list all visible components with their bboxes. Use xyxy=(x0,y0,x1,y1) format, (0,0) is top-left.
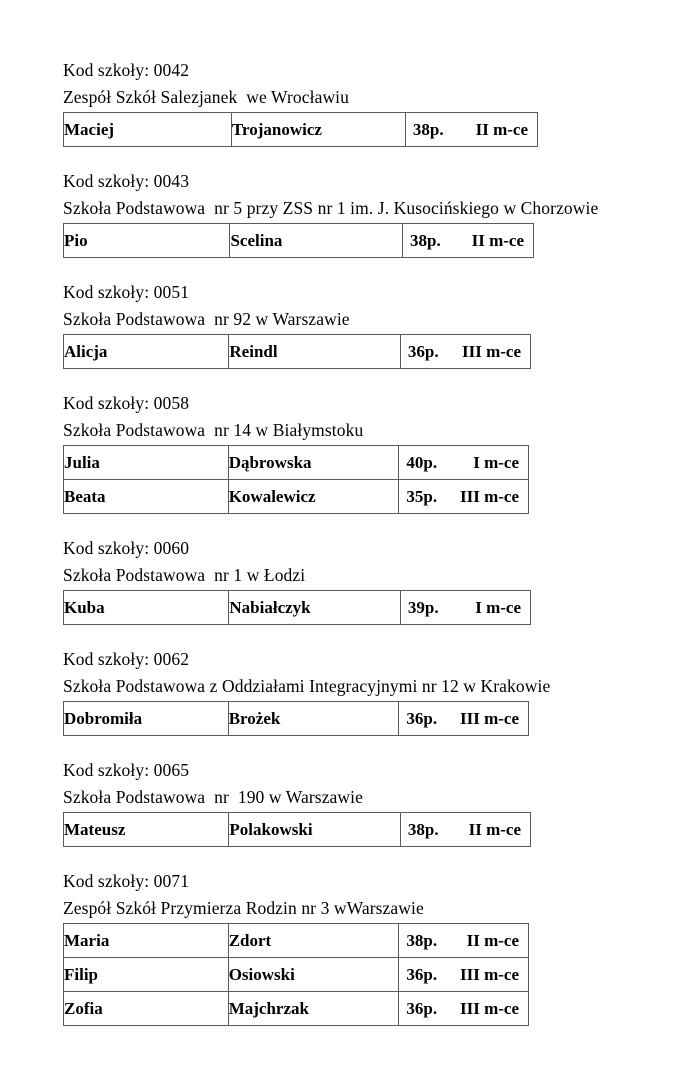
cell-score xyxy=(399,480,529,514)
points-value: 40p. xyxy=(406,452,438,472)
place-value: I m-ce xyxy=(475,597,521,617)
cell-score xyxy=(400,591,530,625)
cell-last-name: Reindl xyxy=(229,335,400,369)
table-row xyxy=(64,958,529,992)
cell-last-name: Zdort xyxy=(228,924,399,958)
results-table xyxy=(63,112,538,147)
cell-last-name: Brożek xyxy=(228,702,399,736)
cell-first-name: Alicja xyxy=(64,335,229,369)
table-row xyxy=(64,591,531,625)
points-value: 36p. xyxy=(406,964,438,984)
school-code-line: Kod szkoły: 0043 xyxy=(63,171,190,191)
points-value: 36p. xyxy=(406,708,438,728)
school-name-line: Szkoła Podstawowa nr 14 w Białymstoku xyxy=(63,420,364,440)
score-inner xyxy=(399,931,528,951)
results-table xyxy=(63,334,531,369)
school-name-line: Szkoła Podstawowa nr 1 w Łodzi xyxy=(63,565,306,585)
points-value: 35p. xyxy=(406,486,438,506)
results-table xyxy=(63,445,529,514)
school-block xyxy=(63,868,693,1026)
score-inner xyxy=(401,598,530,618)
cell-score xyxy=(405,113,537,147)
school-name-line: Szkoła Podstawowa nr 190 w Warszawie xyxy=(63,787,363,807)
school-code-line: Kod szkoły: 0058 xyxy=(63,393,190,413)
place-value: II m-ce xyxy=(466,930,519,950)
cell-score xyxy=(399,924,529,958)
school-results-list xyxy=(63,57,693,1047)
score-inner xyxy=(399,487,528,507)
school-block xyxy=(63,757,693,847)
cell-last-name: Scelina xyxy=(230,224,403,258)
score-inner xyxy=(399,965,528,985)
place-value: III m-ce xyxy=(459,998,519,1018)
school-code-line: Kod szkoły: 0062 xyxy=(63,649,190,669)
points-value: 36p. xyxy=(406,998,438,1018)
points-value: 38p. xyxy=(406,930,438,950)
cell-last-name: Kowalewicz xyxy=(228,480,399,514)
results-table xyxy=(63,701,529,736)
points-value: 38p. xyxy=(410,230,441,250)
cell-first-name: Pio xyxy=(64,224,230,258)
cell-score xyxy=(400,813,530,847)
table-row xyxy=(64,924,529,958)
cell-first-name: Dobromiła xyxy=(64,702,229,736)
school-block xyxy=(63,279,693,369)
place-value: III m-ce xyxy=(461,341,521,361)
cell-first-name: Kuba xyxy=(64,591,229,625)
cell-first-name: Julia xyxy=(64,446,229,480)
cell-score xyxy=(399,702,529,736)
school-block xyxy=(63,646,693,736)
cell-score xyxy=(399,446,529,480)
cell-last-name: Nabiałczyk xyxy=(229,591,400,625)
place-value: III m-ce xyxy=(459,964,519,984)
table-row xyxy=(64,335,531,369)
score-inner xyxy=(403,231,533,251)
cell-score xyxy=(400,335,530,369)
place-value: I m-ce xyxy=(473,452,519,472)
points-value: 38p. xyxy=(412,119,444,139)
cell-last-name: Majchrzak xyxy=(228,992,399,1026)
school-code-line: Kod szkoły: 0065 xyxy=(63,760,190,780)
cell-first-name: Beata xyxy=(64,480,229,514)
points-value: 36p. xyxy=(407,341,439,361)
cell-score xyxy=(399,958,529,992)
place-value: II m-ce xyxy=(468,819,521,839)
cell-score xyxy=(403,224,534,258)
score-inner xyxy=(406,120,537,140)
school-code-line: Kod szkoły: 0071 xyxy=(63,871,190,891)
points-value: 38p. xyxy=(407,819,439,839)
school-name-line: Zespół Szkół Salezjanek we Wrocławiu xyxy=(63,87,349,107)
place-value: II m-ce xyxy=(471,230,524,250)
score-inner xyxy=(401,820,530,840)
school-block xyxy=(63,390,693,514)
score-inner xyxy=(401,342,530,362)
cell-first-name: Filip xyxy=(64,958,229,992)
place-value: II m-ce xyxy=(475,119,528,139)
cell-first-name: Zofia xyxy=(64,992,229,1026)
results-table xyxy=(63,812,531,847)
school-block xyxy=(63,535,693,625)
cell-last-name: Osiowski xyxy=(228,958,399,992)
school-code-line: Kod szkoły: 0060 xyxy=(63,538,190,558)
results-table xyxy=(63,923,529,1026)
table-row xyxy=(64,813,531,847)
score-inner xyxy=(399,453,528,473)
cell-last-name: Dąbrowska xyxy=(228,446,399,480)
cell-last-name: Polakowski xyxy=(229,813,400,847)
table-row xyxy=(64,480,529,514)
school-block xyxy=(63,57,693,147)
cell-score xyxy=(399,992,529,1026)
results-table xyxy=(63,223,534,258)
school-name-line: Szkoła Podstawowa nr 5 przy ZSS nr 1 im. J. Kusocińskiego w Chorzowie xyxy=(63,198,599,218)
table-row xyxy=(64,446,529,480)
points-value: 39p. xyxy=(407,597,439,617)
score-inner xyxy=(399,709,528,729)
school-code-line: Kod szkoły: 0042 xyxy=(63,60,190,80)
score-inner xyxy=(399,999,528,1019)
school-block xyxy=(63,168,693,258)
school-name-line: Szkoła Podstawowa z Oddziałami Integracyjnymi nr 12 w Krakowie xyxy=(63,676,551,696)
table-row xyxy=(64,224,534,258)
school-name-line: Zespół Szkół Przymierza Rodzin nr 3 wWarszawie xyxy=(63,898,424,918)
table-row xyxy=(64,702,529,736)
place-value: III m-ce xyxy=(459,708,519,728)
school-name-line: Szkoła Podstawowa nr 92 w Warszawie xyxy=(63,309,350,329)
results-table xyxy=(63,590,531,625)
school-code-line: Kod szkoły: 0051 xyxy=(63,282,190,302)
place-value: III m-ce xyxy=(459,486,519,506)
cell-first-name: Maria xyxy=(64,924,229,958)
cell-first-name: Mateusz xyxy=(64,813,229,847)
cell-last-name: Trojanowicz xyxy=(231,113,405,147)
cell-first-name: Maciej xyxy=(64,113,232,147)
table-row xyxy=(64,113,538,147)
table-row xyxy=(64,992,529,1026)
